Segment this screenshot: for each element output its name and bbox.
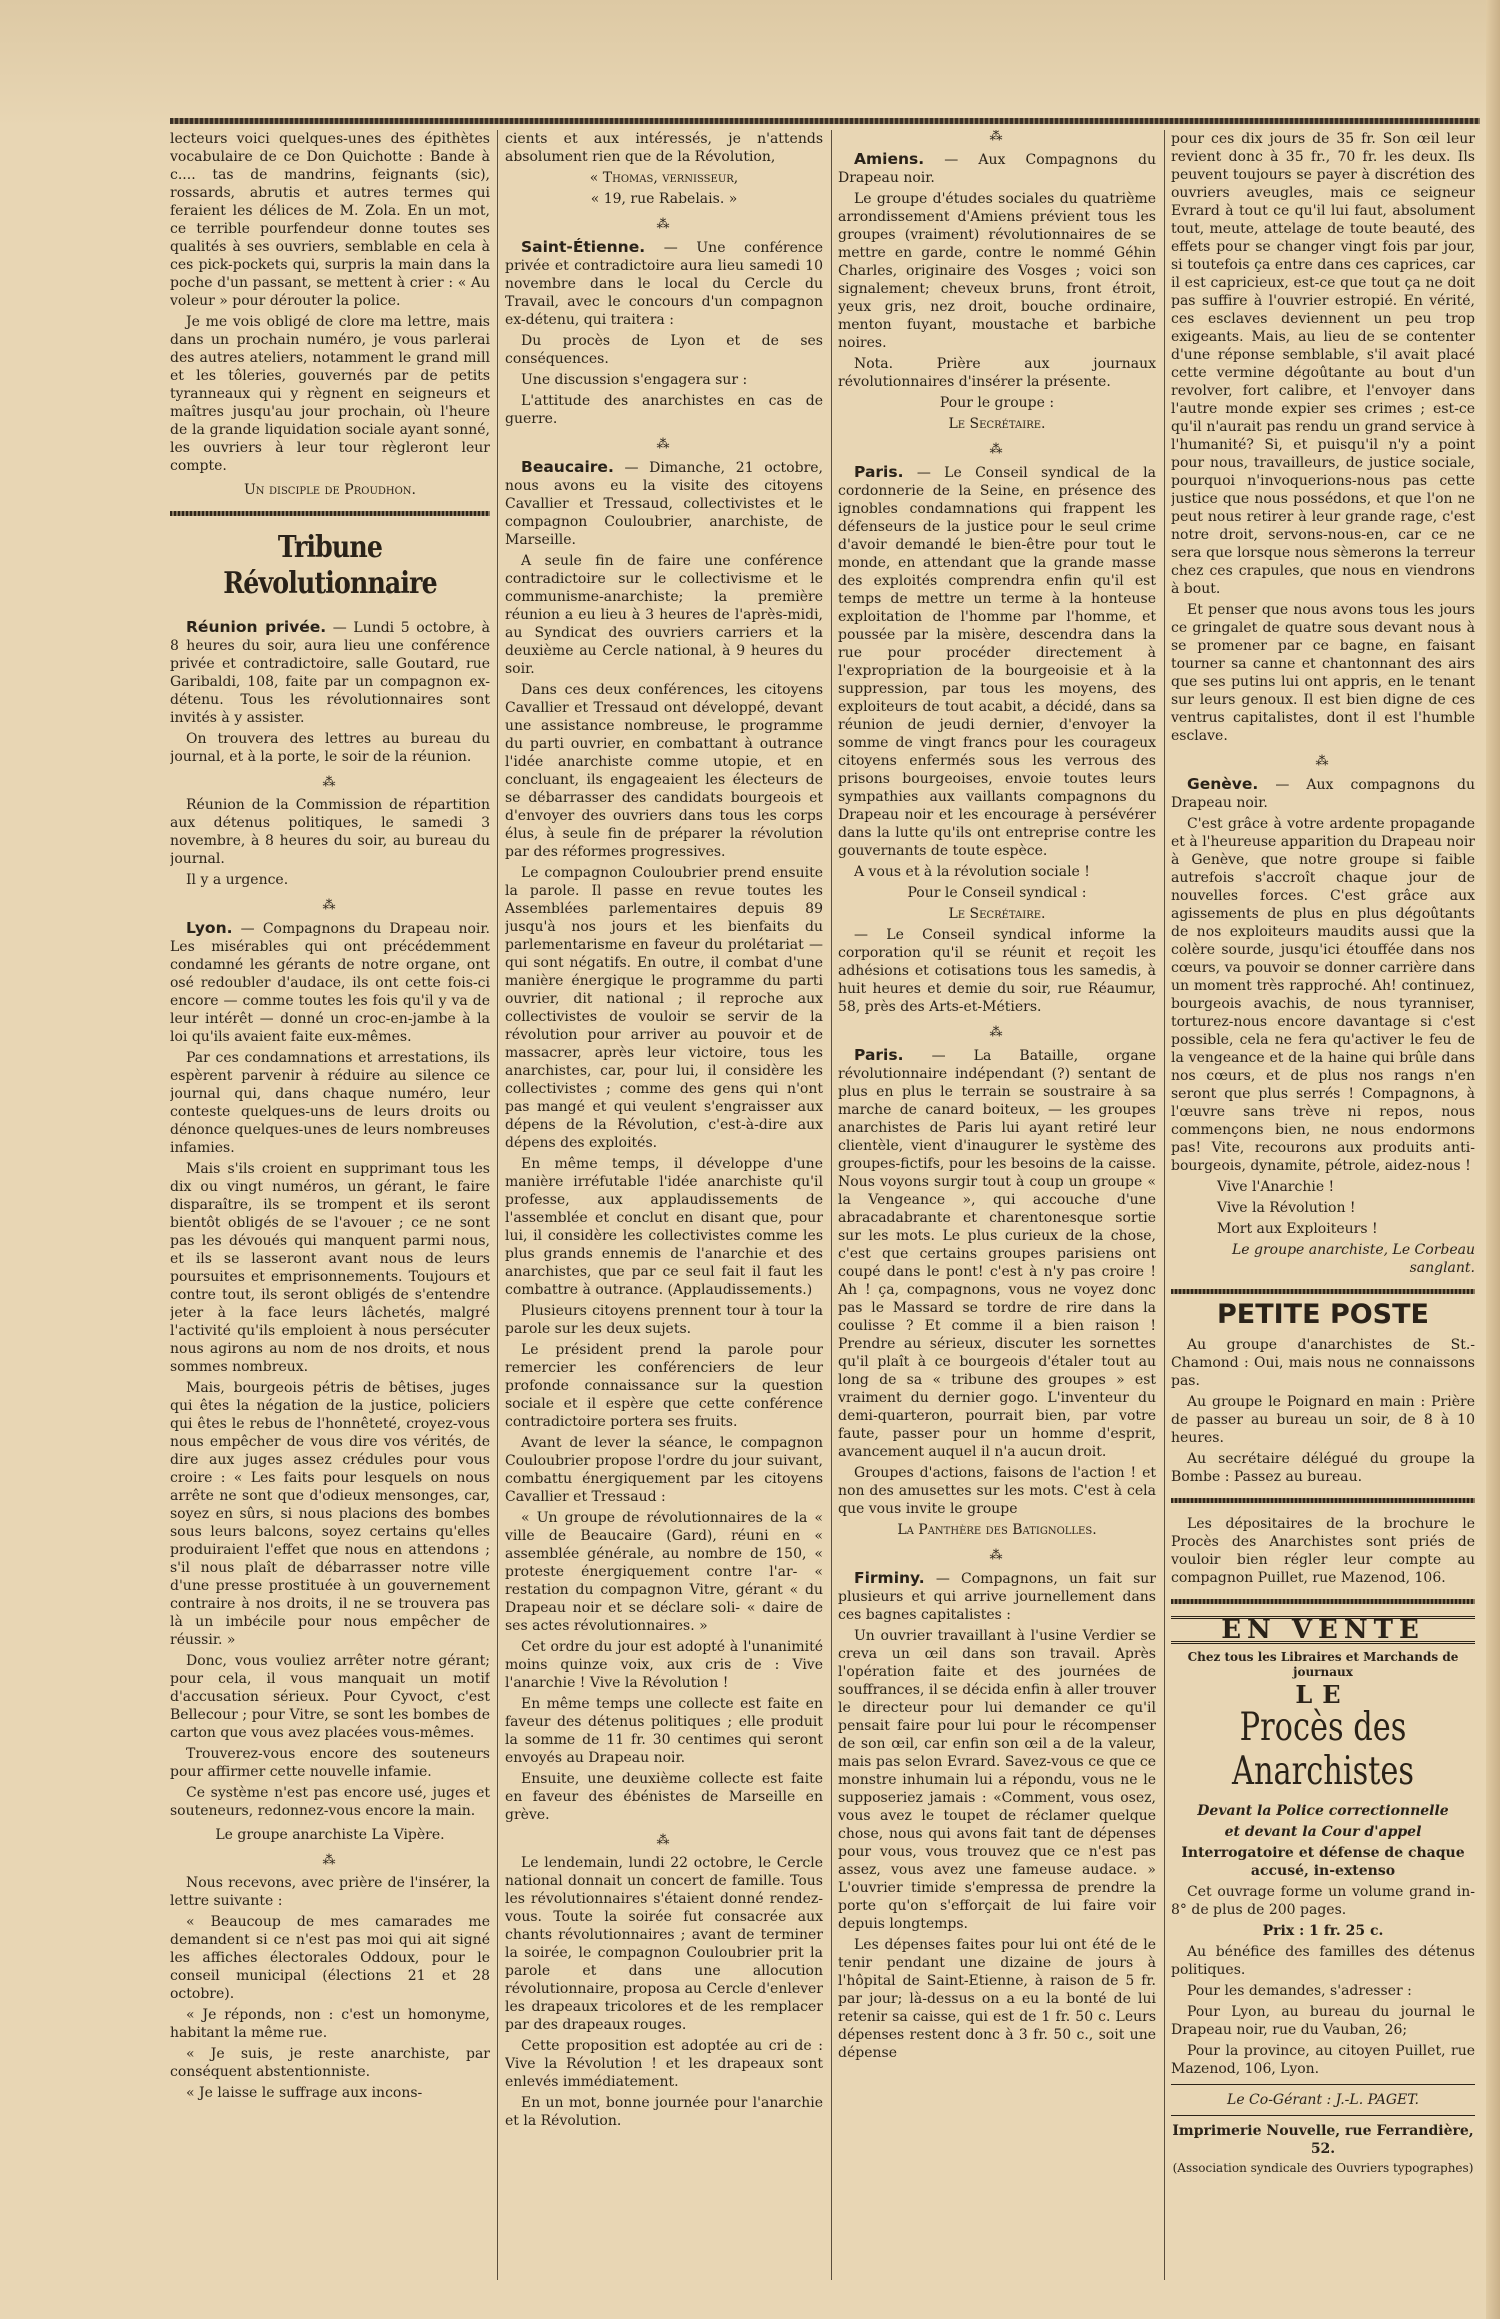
section-stars: ⁂ (1315, 754, 1331, 769)
geneve-paragraph: C'est grâce à votre ardente propagande et à l'heureuse apparition du Drapeau noir à Genève, que notre groupe si faible autrefois s'accroît chaque jour de nouvelles forces. C'est grâce aux agissements de plus en plus dégoûtants de nos exploiteurs maudits aussi que la colère sourde, jusqu'ici étouffée dans nos cœurs, va pouvoir se donner carrière dans un moment très rapproché. Ah! continuez, bourgeois avachis, de nous tyranniser, torturez-nous encore davantage si c'est possible, cela ne fera qu'activer le feu de la vengeance et de la haine qui brûle dans nos cœurs, et de plus nos rangs n'en seront que plus serrés ! Compagnons, à l'œuvre sans trève ni repos, nous commençons bien, ne nous endormons pas! Vite, recourons aux produits anti-bourgeois, dynamite, pétrole, aidez-nous ! (1171, 816, 1475, 1174)
lendemain-paragraph: Cette proposition est adoptée au cri de : Vive la Révolution ! et les drapeaux sont enlevés immédiatement. (505, 2038, 823, 2090)
stetienne-title: Saint-Étienne. (521, 238, 646, 256)
letter-paragraph: « Je laisse le suffrage aux incons- (186, 2085, 423, 2101)
geneve-text: — Aux compagnons du Drapeau noir. (1171, 777, 1475, 811)
geneve-signature: Le groupe anarchiste, Le Corbeau sanglant. (1231, 1242, 1475, 1276)
petite-poste-title: PETITE POSTE (1216, 1299, 1429, 1330)
reunion-paragraph: On trouvera des lettres au bureau du journal, et à la porte, le soir de la réunion. (170, 731, 490, 765)
beaucaire-paragraph: Le président prend la parole pour remercier les conférenciers de leur profonde connaissance sur la question sociale et il espère que cette conférence contradictoire portera ses fruits. (505, 1342, 823, 1430)
lyon-paragraph: Donc, vous vouliez arrêter notre gérant; pour cela, il vous manquait un motif d'accusation sérieux. Pour Cyvoct, c'est Bellecour ; pour Vitre, se sont les bombes de carton que vous avez placées vous-mêmes. (170, 1653, 490, 1741)
stetienne-text: — Une conférence privée et contradictoire aura lieu samedi 10 novembre dans le local du Cercle du Travail, avec le concours d'un compagnon ex-détenu, qui traitera : (505, 240, 823, 328)
beaucaire-paragraph: Plusieurs citoyens prennent tour à tour la parole sur les deux sujets. (505, 1303, 823, 1337)
section-stars: ⁂ (989, 1025, 1005, 1040)
lyon-paragraph: Par ces condamnations et arrestations, ils espèrent parvenir à réduire au silence ce journal qui, dans chaque numéro, leur conteste quelques-uns de leurs droits ou dénonce quelques-unes de leurs nombreuses infamies. (170, 1050, 490, 1156)
le-heading: LE (1295, 1680, 1351, 1709)
paris-text: — Le Conseil syndical de la cordonnerie de la Seine, en présence des ignobles condamnations qui frappent les défenseurs de la justice pour le seul crime d'avoir demandé le bien-être pour tout le monde, en attendant que la grande masse des exploités comprendra enfin qu'il est temps de mettre un terme à la honteuse exploitation de l'homme par l'homme, et poussée par la misère, descendra dans la rue pour procéder directement à l'expropriation de la bourgeoisie et à la suppression, par tous les moyens, des exploiteurs de tout acabit, a décidé, dans sa réunion de jeudi dernier, d'envoyer la somme de vingt francs pour les courageux citoyens enfermés sous les verrous des prisons bourgeoises, envoie toutes leurs sympathies aux vaillants compagnons du Drapeau noir et les encourage à persévérer dans la lutte qu'ils ont entreprise contre les gouvernants de toute espèce. (838, 465, 1156, 859)
lyon-signature: Le groupe anarchiste La Vipère. (215, 1827, 445, 1843)
imprimerie: Imprimerie Nouvelle, rue Ferrandière, 52. (1172, 2123, 1474, 2157)
column-4 (1171, 130, 1475, 2280)
paris-title: Paris. (854, 1046, 904, 1064)
lyon-paragraph: Mais s'ils croient en supprimant tous les dix ou vingt numéros, un gérant, le faire disparaître, ils se trompent et ils seront bientôt obligés de se l'avouer ; ce ne sont pas les dévoués qui manquent parmi nous, et ils se lasseront avant nous de leurs poursuites et emprisonnements. Toujours et contre tout, ils seront obligés de s'entendre jeter à la face leurs lâchetés, malgré l'activité qu'ils emploient à nous persécuter nous agirons au nom de nos droits, et nous sommes nombreux. (170, 1161, 490, 1375)
lyon-paragraph: Mais, bourgeois pétris de bêtises, juges qui êtes la négation de la justice, policiers qui êtes le rebus de l'honnêteté, croyez-vous nous empêcher de vous dire vos vérités, de dire aux juges assez crédules pour vous croire : « Les faits pour lesquels on nous arrête ne sont que d'odieux mensonges, car, soyez en sûrs, si nous placions des bombes sous leurs balcons, soyez certains qu'elles produiraient l'effet que nous en attendons ; s'il nous plaît de débarrasser notre ville d'une presse prostituée à un gouvernement contraire à nos droits, il ne se trouvera pas là un imbécile pour nous empêcher de réussir. » (170, 1380, 490, 1648)
petite-poste-item: Au secrétaire délégué du groupe la Bombe : Passez au bureau. (1171, 1451, 1475, 1485)
column-rule (497, 130, 498, 2280)
en-vente-heading: EN VENTE (1171, 1616, 1475, 1644)
stetienne-paragraph: L'attitude des anarchistes en cas de guerre. (505, 393, 823, 427)
top-rule (170, 118, 1480, 124)
reunion-title: Réunion privée. (186, 618, 327, 636)
continued-paragraph: cients et aux intéressés, je n'attends absolument rien que de la Révolution, (505, 131, 823, 165)
column-rule (831, 130, 832, 2280)
amiens-paragraph: Le groupe d'études sociales du quatrième arrondissement d'Amiens prévient tous les groupes (vraiment) révolutionnaires de se mettre en garde, contre le nommé Géhin Charles, originaire des Vosges ; voici son signalement; cheveux bruns, front étroit, yeux gris, nez droit, bouche ordinaire, menton fuyant, moustache et barbiche noires. (838, 191, 1156, 351)
intro-paragraph: lecteurs voici quelques-unes des épithètes vocabulaire de ce Don Quichotte : Bande à c.... tas de mandrins, feignants (sic), rossards, abrutis et autres termes qui feraient les délices de M. Zola. En un mot, ce terrible pourfendeur donne toutes ses qualités à ses ouvriers, semblable en cela à ces pick-pockets qui, surpris la main dans la poche d'un passant, se mettent à crier : « Au voleur » pour dérouter la police. (170, 131, 490, 309)
demandes-paragraph: Pour les demandes, s'adresser : (1187, 1983, 1412, 1999)
column-1 (170, 130, 490, 2280)
firminy-title: Firminy. (854, 1569, 925, 1587)
firminy-continued: pour ces dix jours de 35 fr. Son œil leur revient donc à 35 fr., 70 fr. les deux. Ils peuvent toujours se payer à discrétion des ouvriers aveugles, mais ce seigneur Evrard à tout ce qu'il lui faut, absolument tout, meute, attelage de toute beauté, des effets pour se changer vingt fois par jour, si toutefois ça entre dans ces caprices, car il est capricieux, est-ce que tout ça ne doit pas suffire à l'ouvrier estropié. En vérité, ces esclaves deviennent un peu trop exigeants. Mais, au lieu de se contenter d'une réponse semblable, s'il avait placé cette vermine dégoûtante au bout d'un revolver, fort calibre, et l'envoyer dans l'autre monde expier ses crimes ; est-ce qu'il n'aurait pas rendu un grand service à l'humanité? Si, et puisqu'il n'y a point pour nous, travailleurs, de justice sociale, pourquoi n'invoquerions-nous pas cette justice que nous possédons, et que l'on ne peut nous retirer à leur grande rage, c'est notre droit, servons-nous-en, car ce ne sera que lorsque nous sèmerons la terreur chez ces crapules, que nous en viendrons à bout. (1171, 131, 1475, 597)
beaucaire-paragraph: En même temps une collecte est faite en faveur des détenus politiques ; elle produit la somme de 11 fr. 30 centimes qui seront envoyés au Drapeau noir. (505, 1696, 823, 1766)
firminy-paragraph: Un ouvrier travaillant à l'usine Verdier se creva un œil dans son travail. Après l'opération faite et des journées de souffrances, il se décida enfin à aller trouver le directeur pour lui demander ce qu'il pensait faire pour lui pour le récompenser de son œil, car enfin son œil a de la valeur, mais pas selon Evrard. Savez-vous ce que ce monstre inhumain lui a répondu, vous ne le supposeriez jamais : «Comment, vous osez, vous avez le toupet de réclamer quelque chose, nous qui avons fait tant de dépenses pour vous, vous trouvez que ce n'est pas assez, vous avez une fameuse audace. » L'ouvrier timide s'empressa de prendre la porte qu'on s'efforçait de lui faire voir depuis longtemps. (838, 1628, 1156, 1932)
stetienne-paragraph: Du procès de Lyon et de ses conséquences. (505, 333, 823, 367)
divider (1171, 1599, 1475, 1604)
tribune-title: Tribune Révolutionnaire (223, 530, 437, 601)
column-rule (1164, 130, 1165, 2280)
co-gerant: Le Co-Gérant : J.-L. PAGET. (1227, 2092, 1419, 2108)
letter-paragraph: « Je suis, je reste anarchiste, par conséquent abstentionniste. (170, 2046, 490, 2080)
section-stars: ⁂ (656, 1833, 672, 1848)
amiens-signature: Le Secrétaire. (948, 416, 1046, 432)
letter-paragraph: « Je réponds, non : c'est un homonyme, habitant la même rue. (170, 2007, 490, 2041)
amiens-title: Amiens. (854, 150, 925, 168)
section-stars: ⁂ (989, 1548, 1005, 1563)
lendemain-paragraph: Le lendemain, lundi 22 octobre, le Cercle national donnait un concert de famille. Tous les révolutionnaires s'étaient donné rendez-vous. Toute la soirée fut consacrée aux chants révolutionnaires ; avant de terminer la soirée, le compagnon Couloubrier prit la parole et dans une allocution révolutionnaire, proposa au Cercle d'enlever les drapeaux tricolores et de les remplacer par des drapeaux rouges. (505, 1855, 823, 2033)
lendemain-paragraph: En un mot, bonne journée pour l'anarchie et la Révolution. (505, 2095, 823, 2129)
geneve-cry: Mort aux Exploiteurs ! (1217, 1221, 1378, 1237)
thomas-signature: « Thomas, vernisseur, (589, 170, 739, 186)
beaucaire-paragraph: En même temps, il développe d'une manière irréfutable l'idée anarchiste qu'il professe, aux applaudissements de l'assemblée et conclut en disant que, pour lui, il considère les collectivistes comme les plus grands ennemis de l'anarchie et des anarchistes, que par ce seul fait il faut les combattre à outrance. (Applaudissements.) (505, 1156, 823, 1298)
newspaper-columns (170, 130, 1475, 2280)
section-stars: ⁂ (989, 130, 1005, 144)
thomas-address: « 19, rue Rabelais. » (590, 191, 738, 207)
devant-line: Devant la Police correctionnelle (1197, 1803, 1449, 1819)
section-stars: ⁂ (989, 442, 1005, 457)
beaucaire-paragraph: « Un groupe de révolutionnaires de la « ville de Beaucaire (Gard), réuni en « assemblée générale, au nombre de 150, « proteste énergiquement contre l'ar- « restation du compagnon Vitre, gérant « du Drapeau noir et se déclare soli- « daire de ses actes révolutionnaires. » (505, 1510, 823, 1634)
firminy-text: — Compagnons, un fait sur plusieurs et qui arrive journellement dans ces bagnes capitalistes : (838, 1571, 1156, 1623)
lyon-paragraph: Trouverez-vous encore des souteneurs pour affirmer cette nouvelle infamie. (170, 1746, 490, 1780)
panthere-signature: La Panthère des Batignolles. (897, 1522, 1097, 1538)
beaucaire-paragraph: Le compagnon Couloubrier prend ensuite la parole. Il passe en revue toutes les Assemblées parlementaires depuis 89 jusqu'à nos jours et les bienfaits du parlementarisme en faveur du prolétariat — qui sont négatifs. En outre, il combat d'une manière énergique le programme du parti ouvrier, dit national ; il reproche aux collectivistes de vouloir se servir de la révolution pour arriver au pouvoir et de massacrer, après leur victoire, tous les anarchistes, car, pour lui, il considère les collectivistes ; comme des gens qui n'ont pas mangé et qui veulent s'engraisser aux dépens de la Révolution, c'est-à-dire aux dépens des exploités. (505, 865, 823, 1151)
beaucaire-paragraph: A seule fin de faire une conférence contradictoire sur le collectivisme et le communisme-anarchiste; la première réunion a eu lieu à 3 heures de l'après-midi, au Syndicat des ouvriers carriers et la deuxième au Cercle national, à 9 heures du soir. (505, 553, 823, 677)
province-address: Pour la province, au citoyen Puillet, rue Mazenod, 106, Lyon. (1171, 2043, 1475, 2077)
paris-text: — La Bataille, organe révolutionnaire indépendant (?) sentant de plus en plus le terrain se soustraire à sa marche de canard boiteux, — les groupes anarchistes de Paris lui ayant retiré leur clientèle, vient d'inaugurer le système des groupes-fictifs, pour les besoins de la caisse. Nous voyons surgir tout à coup un groupe « la Vengeance », qui accouche d'une abracadabrante et charentonesque sortie sur les mots. Le plus curieux de la chose, c'est que certains groupes parisiens ont coupé dans le pont! c'est à n'y pas croire ! Ah ! ça, compagnons, vous ne voyez donc pas le Massard se tordre de rire dans la coulisse ? Et comme il a bien raison ! Prendre au sérieux, discuter les sornettes qu'il plaît à ce bourgeois d'étaler tout au long de sa « tribune des groupes » est vraiment du dernier gogo. L'inventeur du demi-quarteron, pourrait bien, par votre faute, passer pour un homme d'esprit, avancement auquel il n'a aucun droit. (838, 1048, 1156, 1460)
proces-title: Procès des Anarchistes (1231, 1705, 1415, 1794)
firminy-paragraph: Les dépenses faites pour lui ont été de le tenir pendant une dizaine de jours à l'hôpital de Saint-Etienne, à raison de 5 fr. par jour; là-dessus on a eu la bonté de lui retenir sa caisse, qui est de 1 fr. 50 c. Leurs dépenses restent donc à 3 fr. 50 c., soit une dépense (838, 1937, 1156, 2061)
geneve-cry: Vive la Révolution ! (1217, 1200, 1356, 1216)
commission-paragraph: Réunion de la Commission de répartition aux détenus politiques, le samedi 3 novembre, à 8 heures du soir, au bureau du journal. (170, 797, 490, 867)
association: (Association syndicale des Ouvriers typographes) (1172, 2161, 1474, 2175)
depositaires-paragraph: Les dépositaires de la brochure le Procès des Anarchistes sont priés de vouloir bien régler leur compte au compagnon Puillet, rue Mazenod, 106. (1171, 1516, 1475, 1586)
intro-paragraph: Je me vois obligé de clore ma lettre, mais dans un prochain numéro, je vous parlerai des autres ateliers, notamment le grand mill et les tôleries, gouvernés par de petits tyranneaux qui y règnent en seigneurs et maîtres jusqu'au jour prochain, où l'heure de la grande liquidation sociale ayant sonné, les ouvriers à leur tour règleront leur compte. (170, 314, 490, 474)
beaucaire-paragraph: Avant de lever la séance, le compagnon Couloubrier propose l'ordre du jour suivant, combattu énergiquement par les citoyens Cavallier et Tressaud : (505, 1435, 823, 1505)
letter-paragraph: « Beaucoup de mes camarades me demandent si ce n'est pas moi qui ait signé les affiches électorales Oddoux, pour le conseil municipal (élections 21 et 28 octobre). (170, 1914, 490, 2002)
letter-paragraph: Nous recevons, avec prière de l'insérer, la lettre suivante : (170, 1875, 490, 1909)
paris-paragraph: — Le Conseil syndical informe la corporation qu'il se réunit et reçoit les adhésions et cotisations tous les samedis, à huit heures et demie du soir, rue Réaumur, 58, près des Arts-et-Métiers. (838, 927, 1156, 1015)
petite-poste-item: Au groupe d'anarchistes de St.-Chamond : Oui, mais nous ne connaissons pas. (1171, 1337, 1475, 1389)
paris-paragraph: A vous et à la révolution sociale ! (854, 864, 1090, 880)
ouvrage-paragraph: Cet ouvrage forme un volume grand in-8° de plus de 200 pages. (1171, 1884, 1475, 1918)
divider (1171, 1498, 1475, 1503)
commission-paragraph: Il y a urgence. (186, 872, 289, 888)
petite-poste-item: Au groupe le Poignard en main : Prière de passer au bureau un soir, de 8 à 10 heures. (1171, 1394, 1475, 1446)
reunion-text: — Lundi 5 octobre, à 8 heures du soir, aura lieu une conférence privée et contradictoire, salle Goutard, rue Garibaldi, 108, faite par un compagnon ex-détenu. Tous les révolutionnaires sont invités à y assister. (170, 620, 490, 726)
top-margin (0, 0, 1500, 128)
geneve-title: Genève. (1187, 775, 1259, 793)
paris-title: Paris. (854, 463, 904, 481)
divider (1171, 1289, 1475, 1294)
firminy-continued: Et penser que nous avons tous les jours ce gringalet de quatre sous devant nous à se promener par ce bagne, en faisant tourner sa canne et chantonnant des airs que ses putins lui ont appris, en le tenant sur leurs genoux. Il est bien digne de ces ventrus capitalistes, dont il est l'humble esclave. (1171, 602, 1475, 744)
section-stars: ⁂ (322, 1853, 338, 1868)
paris-paragraph: Groupes d'actions, faisons de l'action ! et non des amusettes sur les mots. C'est à cela que vous invite le groupe (838, 1465, 1156, 1517)
lyon-text: — Compagnons du Drapeau noir. Les misérables qui ont précédemment condamné les gérants de notre organe, ont osé redoubler d'audace, ils ont cette fois-ci encore — comme toutes les fois qu'il y va de leur intérêt — donné un croc-en-jambe à la loi qu'ils avaient faite eux-mêmes. (170, 921, 490, 1045)
stetienne-paragraph: Une discussion s'engagera sur : (521, 372, 748, 388)
amiens-paragraph: Nota. Prière aux journaux révolutionnaires d'insérer la présente. (838, 356, 1156, 390)
lyon-address: Pour Lyon, au bureau du journal le Drapeau noir, rue du Vauban, 26; (1171, 2004, 1475, 2038)
divider (1171, 2084, 1475, 2085)
divider (1171, 2115, 1475, 2116)
column-2 (505, 130, 823, 2280)
paris-signature: Le Secrétaire. (948, 906, 1046, 922)
benefice-paragraph: Au bénéfice des familles des détenus politiques. (1171, 1944, 1475, 1978)
page-edge (1486, 0, 1500, 2319)
devant-line: et devant la Cour d'appel (1224, 1824, 1422, 1840)
beaucaire-text: — Dimanche, 21 octobre, nous avons eu la visite des citoyens Cavallier et Tressaud, collectivistes et le compagnon Couloubrier, anarchiste, de Marseille. (505, 460, 823, 548)
prix: Prix : 1 fr. 25 c. (1262, 1923, 1384, 1939)
chez-libraires: Chez tous les Libraires et Marchands de journaux (1187, 1650, 1459, 1679)
section-stars: ⁂ (322, 898, 338, 913)
section-stars: ⁂ (656, 437, 672, 452)
amiens-signature: Pour le groupe : (939, 395, 1055, 411)
geneve-cry: Vive l'Anarchie ! (1217, 1179, 1335, 1195)
interrogatoire: Interrogatoire et défense de chaque accusé, in-extenso (1181, 1845, 1465, 1879)
section-stars: ⁂ (656, 217, 672, 232)
beaucaire-paragraph: Dans ces deux conférences, les citoyens Cavallier et Tressaud ont développé, devant une assistance nombreuse, le programme du parti ouvrier, en combattant à outrance l'idée anarchiste comme utopie, et en concluant, ils engageaient les électeurs de se débarrasser des candidats bourgeois et d'envoyer des ouvriers dans tous les corps élus, à seule fin de préparer la révolution par des réformes progressives. (505, 682, 823, 860)
paris-signature: Pour le Conseil syndical : (907, 885, 1087, 901)
column-3 (838, 130, 1156, 2280)
beaucaire-paragraph: Ensuite, une deuxième collecte est faite en faveur des ébénistes de Marseille en grève. (505, 1771, 823, 1823)
intro-signature: Un disciple de Proudhon. (243, 482, 417, 498)
divider (170, 511, 490, 516)
lyon-paragraph: Ce système n'est pas encore usé, juges et souteneurs, redonnez-vous encore la main. (170, 1785, 490, 1819)
lyon-title: Lyon. (186, 919, 233, 937)
section-stars: ⁂ (322, 775, 338, 790)
amiens-text: — Aux Compagnons du Drapeau noir. (838, 152, 1156, 186)
beaucaire-title: Beaucaire. (521, 458, 614, 476)
beaucaire-paragraph: Cet ordre du jour est adopté à l'unanimité moins quinze voix, aux cris de : Vive l'anarchie ! Vive la Révolution ! (505, 1639, 823, 1691)
